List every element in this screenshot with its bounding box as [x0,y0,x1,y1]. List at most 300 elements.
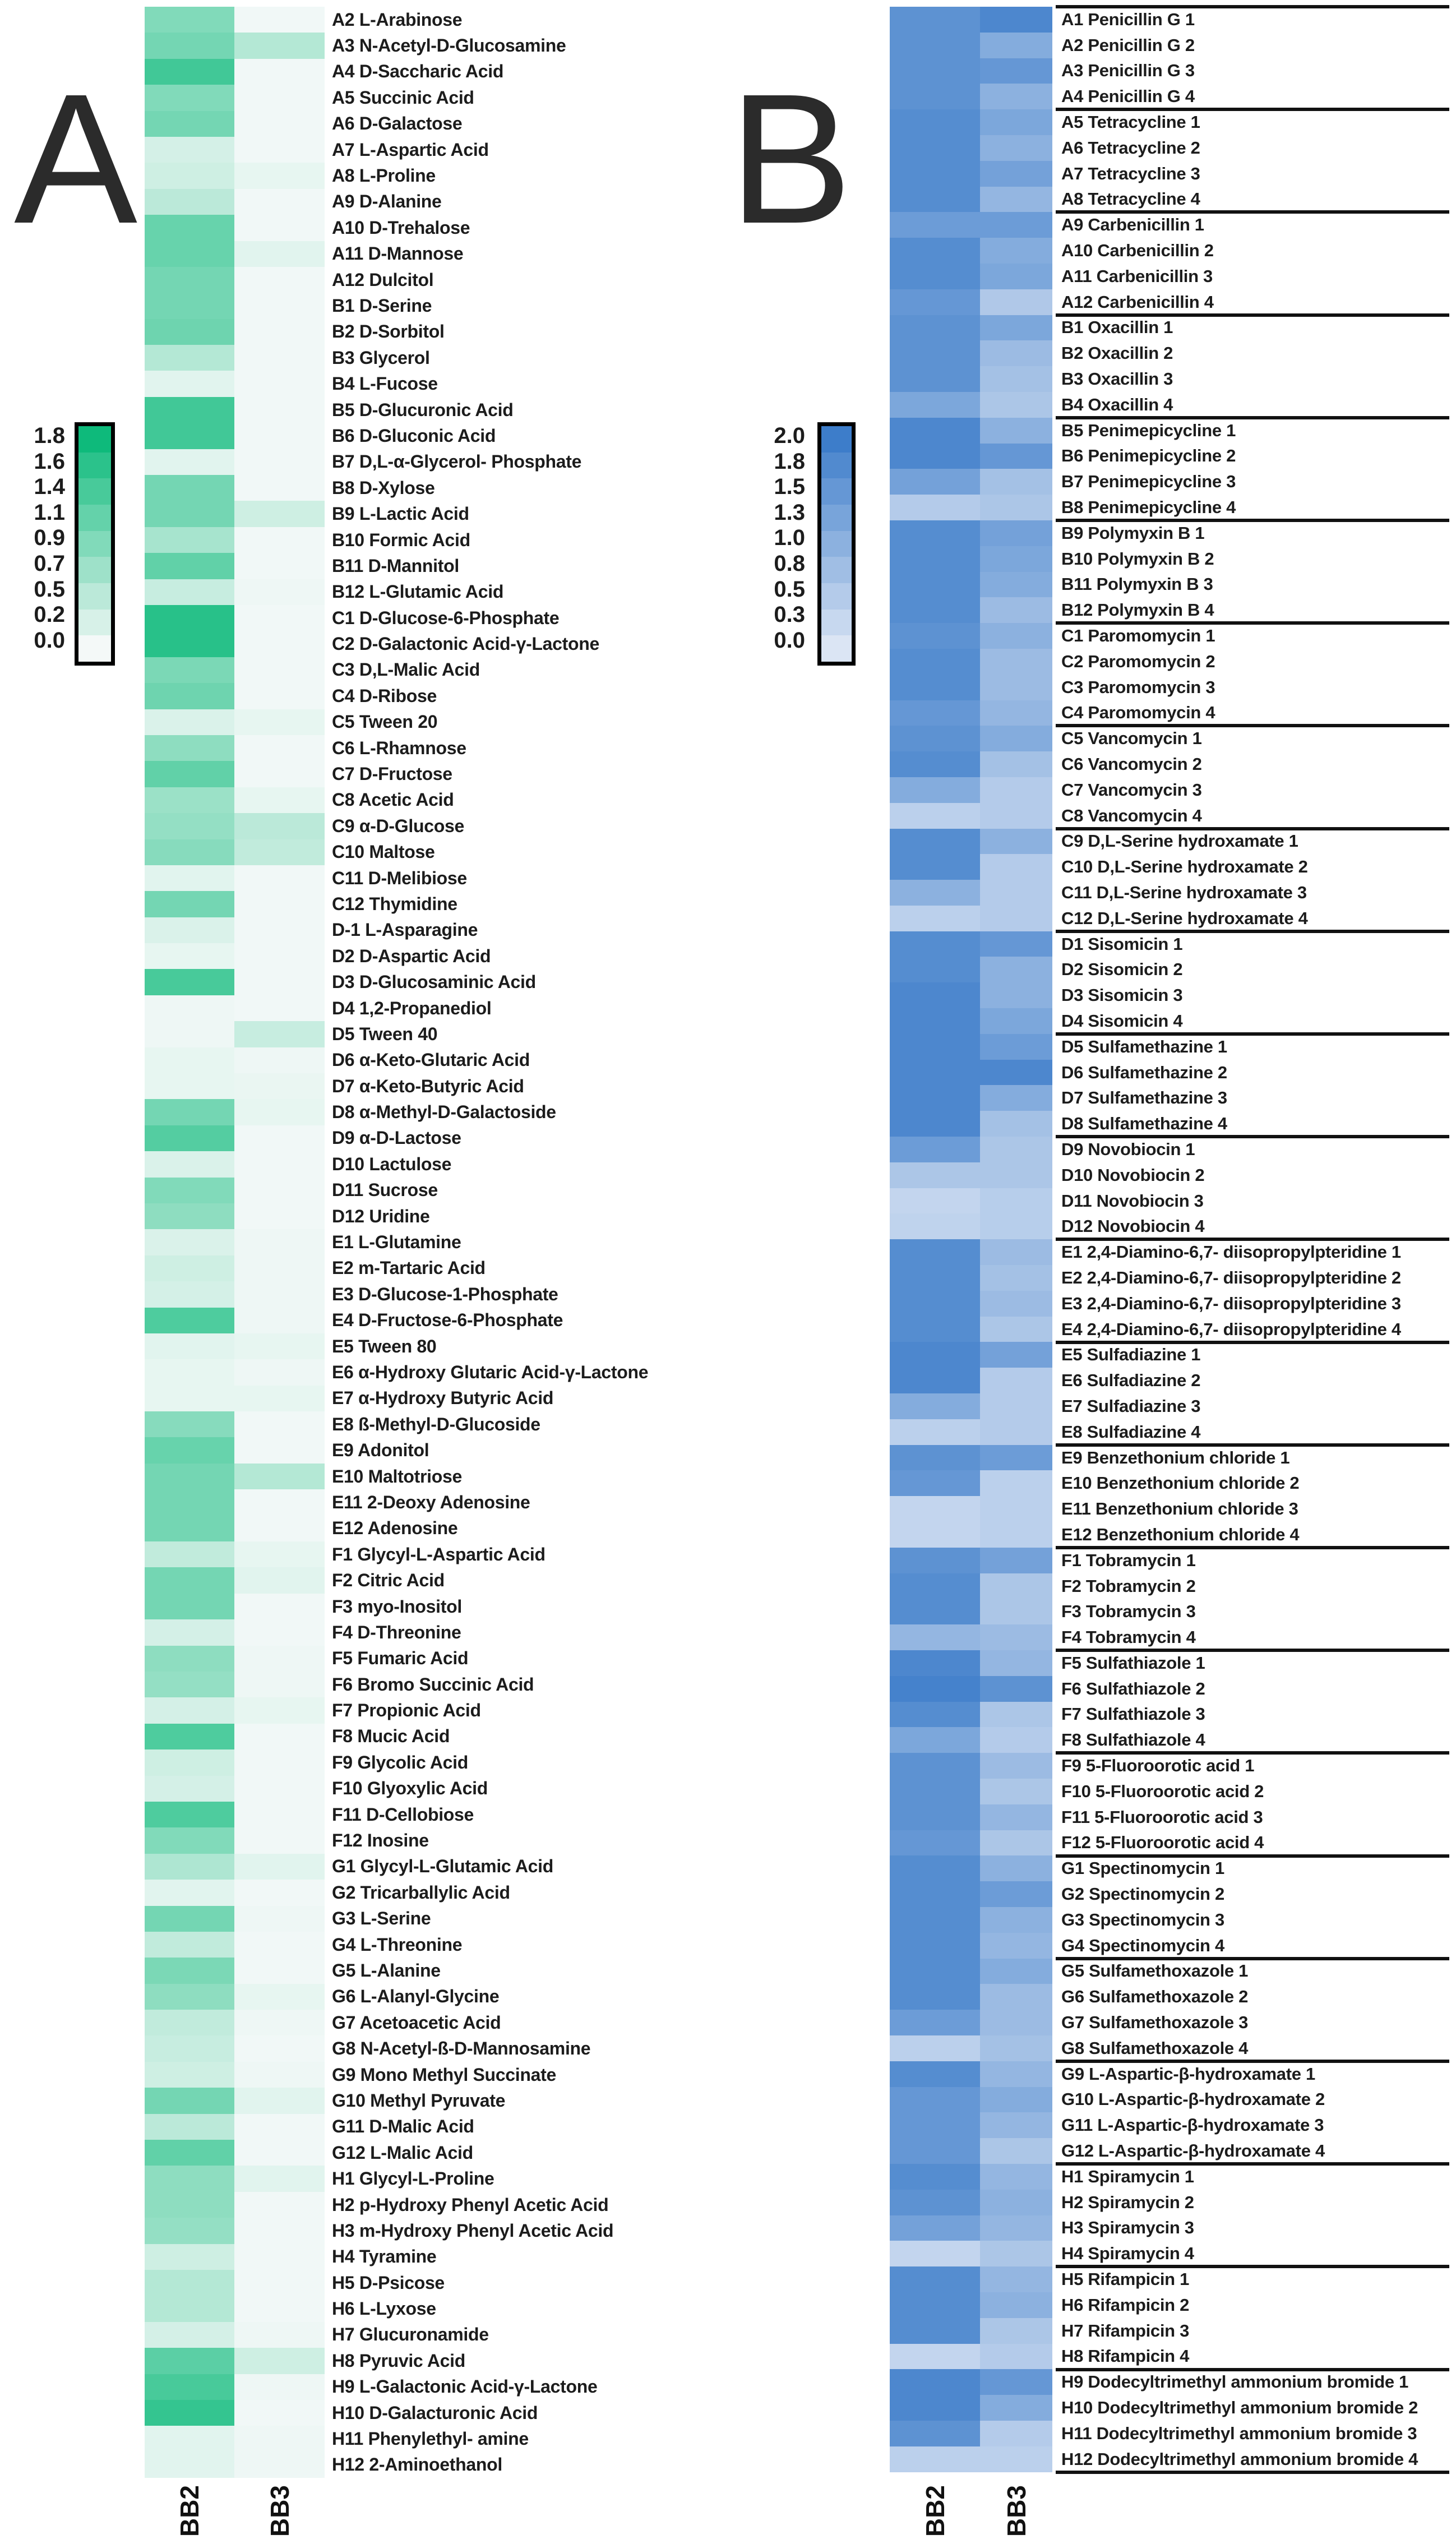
heatmap-cell [890,1239,980,1265]
row-label: E11 2-Deoxy Adenosine [332,1492,530,1512]
heatmap-cell [980,1548,1052,1573]
heatmap-cell [980,1753,1052,1779]
heatmap-cell [234,1802,325,1827]
heatmap-cell [890,1470,980,1496]
heatmap-cell [980,1342,1052,1368]
row-label: C3 Paromomycin 3 [1061,677,1215,697]
heatmap-cell [890,1496,980,1522]
heatmap-cell [234,1203,325,1229]
heatmap-cell [890,2395,980,2421]
row-label: C12 D,L-Serine hydroxamate 4 [1061,908,1308,928]
heatmap-cell [890,58,980,84]
heatmap-cell [980,2164,1052,2190]
heatmap-cell [890,109,980,135]
heatmap-cell [145,1541,234,1567]
colorbar-tick-label: 0.7 [34,551,65,576]
heatmap-cell [145,1619,234,1645]
heatmap-cell [890,1085,980,1111]
heatmap-cell [890,340,980,366]
heatmap-cell [145,2218,234,2243]
row-label: D1 Sisomicin 1 [1061,934,1183,954]
heatmap-cell [980,1265,1052,1291]
group-separator-line [1056,313,1449,317]
heatmap-cell [234,319,325,345]
heatmap-cell [145,1047,234,1073]
heatmap-cell [980,238,1052,264]
heatmap-cell [234,1724,325,1749]
column-label-bb3: BB3 [265,2485,294,2537]
row-label: F6 Bromo Succinic Acid [332,1674,534,1695]
heatmap-cell [890,2061,980,2087]
row-label: H1 Spiramycin 1 [1061,2166,1194,2186]
group-separator-line [1056,1238,1449,1241]
heatmap-cell [234,1308,325,1333]
colorbar-tick-label: 1.8 [774,449,805,474]
heatmap-cell [234,2035,325,2061]
heatmap-cell [980,1522,1052,1548]
heatmap-cell [234,1958,325,1983]
heatmap-cell [980,546,1052,572]
heatmap-cell [145,501,234,527]
row-label: E12 Benzethonium chloride 4 [1061,1524,1300,1544]
heatmap-cell [234,1776,325,1802]
heatmap-cell [145,1697,234,1723]
heatmap-cell [145,2035,234,2061]
row-label: E2 m-Tartaric Acid [332,1258,486,1278]
heatmap-cell [890,1162,980,1188]
heatmap-cell [890,854,980,880]
row-label: F11 D-Cellobiose [332,1804,474,1825]
heatmap-cell [145,2062,234,2088]
heatmap-cell [890,2241,980,2266]
row-label: E6 Sulfadiazine 2 [1061,1370,1201,1391]
heatmap-cell [145,2140,234,2166]
heatmap-cell [980,1008,1052,1034]
heatmap-cell [890,1419,980,1445]
heatmap-cell [890,289,980,315]
row-label: C4 D-Ribose [332,685,437,706]
heatmap-cell [145,1308,234,1333]
heatmap-cell [890,238,980,264]
row-label: B6 Penimepicycline 2 [1061,446,1236,466]
row-label: H10 D-Galacturonic Acid [332,2402,538,2423]
heatmap-cell [234,2192,325,2218]
heatmap-cell [145,735,234,761]
heatmap-cell [890,623,980,649]
heatmap-cell [234,527,325,553]
heatmap-cell [980,418,1052,444]
group-separator-line [1056,724,1449,727]
heatmap-cell [890,1188,980,1214]
row-label: D8 α-Methyl-D-Galactoside [332,1102,556,1123]
heatmap-cell [234,579,325,605]
row-label: G12 L-Aspartic-β-hydroxamate 4 [1061,2141,1325,2161]
row-label: E7 Sulfadiazine 3 [1061,1396,1201,1416]
heatmap-cell [145,475,234,501]
colorbar-band [78,426,111,453]
row-label: G2 Spectinomycin 2 [1061,1884,1224,1904]
colorbar-band [78,635,111,662]
row-label-list [332,7,702,2478]
row-label: A10 D-Trehalose [332,217,470,238]
heatmap-cell [890,1830,980,1856]
colorbar-band [821,453,852,479]
heatmap-cell [980,2421,1052,2446]
row-label: C7 Vancomycin 3 [1061,779,1202,800]
colorbar-tick-label: 0.3 [774,602,805,627]
heatmap-cell [980,315,1052,341]
row-label: A8 Tetracycline 4 [1061,189,1200,209]
heatmap-cell [890,2112,980,2138]
row-label: A9 Carbenicillin 1 [1061,215,1204,235]
heatmap-cell [890,1291,980,1317]
row-label: F2 Citric Acid [332,1570,445,1591]
row-label: B12 L-Glutamic Acid [332,581,504,602]
group-separator-line [1056,416,1449,419]
heatmap-cell [890,1034,980,1060]
group-separator-line [1056,1546,1449,1549]
heatmap-cell [980,1959,1052,1984]
heatmap-cell [145,2166,234,2191]
colorbar [75,422,115,666]
row-label: D10 Lactulose [332,1153,452,1174]
heatmap-cell [980,1162,1052,1188]
row-label: H4 Spiramycin 4 [1061,2243,1194,2264]
row-label: D5 Tween 40 [332,1023,438,1044]
heatmap-cell [980,777,1052,803]
heatmap-cell [234,1411,325,1437]
colorbar-band [78,531,111,557]
heatmap-cell [145,657,234,683]
row-label: H4 Tyramine [332,2246,437,2267]
row-label: F7 Propionic Acid [332,1700,481,1721]
heatmap-cell [234,1489,325,1515]
heatmap-cell [145,1021,234,1047]
row-label: E1 2,4-Diamino-6,7- diisopropylpteridine 1 [1061,1242,1401,1262]
row-label: B11 Polymyxin B 3 [1061,574,1213,594]
heatmap-cell [980,444,1052,469]
row-label: D6 Sulfamethazine 2 [1061,1062,1227,1082]
heatmap-cell [980,1239,1052,1265]
heatmap-cell [145,839,234,865]
heatmap-cell [234,59,325,85]
row-label: G1 Spectinomycin 1 [1061,1858,1224,1878]
heatmap-cell [890,212,980,238]
heatmap-cell [980,854,1052,880]
row-label: C2 D-Galactonic Acid-γ-Lactone [332,634,600,654]
heatmap-cell [234,1255,325,1281]
heatmap-cell [145,1281,234,1307]
heatmap-cell [145,1880,234,1905]
heatmap-cell [980,1060,1052,1086]
heatmap-cell [890,1317,980,1342]
row-label: F5 Fumaric Acid [332,1648,469,1669]
heatmap-cell [234,1333,325,1359]
row-label: C9 α-D-Glucose [332,815,464,836]
heatmap-cell [980,161,1052,187]
colorbar-tick-label: 0.8 [774,551,805,576]
heatmap-cell [145,1854,234,1880]
row-label: B2 Oxacillin 2 [1061,343,1173,363]
heatmap-cell [145,2348,234,2374]
colorbar-tick-label: 1.8 [34,423,65,448]
heatmap-cell [234,683,325,709]
row-label: E11 Benzethonium chloride 3 [1061,1499,1298,1519]
heatmap-cell [234,2140,325,2166]
heatmap-cell [980,520,1052,546]
heatmap-cell [980,1702,1052,1728]
heatmap-cell [234,1281,325,1307]
row-label: D4 Sisomicin 4 [1061,1010,1183,1031]
heatmap-cell [145,111,234,137]
heatmap-cell [980,2112,1052,2138]
row-label: D7 Sulfamethazine 3 [1061,1088,1227,1108]
colorbar-band [821,478,852,505]
heatmap-cell [890,1855,980,1881]
heatmap-cell [145,267,234,293]
row-label: F4 Tobramycin 4 [1061,1627,1196,1647]
heatmap-cell [980,1085,1052,1111]
row-label: D9 Novobiocin 1 [1061,1139,1195,1159]
heatmap-cell [890,33,980,58]
heatmap-cell [145,631,234,657]
heatmap-cell [145,2374,234,2400]
heatmap-cell [890,2266,980,2292]
heatmap-cell [890,264,980,289]
heatmap-cell [145,761,234,787]
heatmap-cell [145,891,234,917]
row-label: F11 5-Fluoroorotic acid 3 [1061,1807,1263,1827]
colorbar [817,422,856,666]
colorbar-band [821,505,852,531]
row-label: F8 Mucic Acid [332,1726,450,1747]
group-separator-line [1056,5,1449,8]
heatmap-cell [234,1854,325,1880]
heatmap-cell [145,397,234,423]
row-label: B5 Penimepicycline 1 [1061,420,1236,440]
row-label: B1 Oxacillin 1 [1061,317,1173,338]
heatmap-cell [980,931,1052,957]
heatmap-cell [890,7,980,33]
heatmap-cell [980,1624,1052,1650]
row-label: C4 Paromomycin 4 [1061,703,1215,723]
heatmap-cell [890,1727,980,1753]
row-label: A2 L-Arabinose [332,9,463,30]
heatmap-cell [890,2421,980,2446]
heatmap-cell [234,189,325,215]
colorbar-tick-label: 1.6 [34,449,65,474]
row-label: H6 L-Lyxose [332,2298,436,2319]
heatmap-cell [145,1749,234,1775]
heatmap-cell [980,1496,1052,1522]
heatmap-cell [234,85,325,110]
colorbar-tick-label: 1.0 [774,525,805,551]
heatmap-cell [145,709,234,735]
heatmap-cell [145,579,234,605]
heatmap-cell [234,1749,325,1775]
heatmap-cell [890,906,980,931]
heatmap-cell [234,2218,325,2243]
heatmap-cell [145,1178,234,1203]
heatmap-cell [980,700,1052,726]
row-label: H12 2-Aminoethanol [332,2454,502,2475]
heatmap-cell [980,109,1052,135]
row-label: B8 Penimepicycline 4 [1061,497,1236,518]
row-label: E12 Adenosine [332,1518,458,1539]
heatmap-cell [234,1697,325,1723]
heatmap-cell [145,813,234,839]
heatmap-cell [234,1984,325,2010]
heatmap-cell [980,392,1052,418]
row-label: A8 L-Proline [332,165,436,186]
row-label: E8 Sulfadiazine 4 [1061,1421,1201,1442]
heatmap-cell [890,1522,980,1548]
heatmap-cell [234,1619,325,1645]
heatmap-cell [234,1229,325,1255]
heatmap-cell [234,1541,325,1567]
heatmap-cell [145,1125,234,1151]
heatmap-cell [145,1984,234,2010]
group-separator-line [1056,930,1449,933]
row-label: H9 Dodecyltrimethyl ammonium bromide 1 [1061,2372,1409,2392]
row-label: F3 myo-Inositol [332,1596,462,1617]
row-label: F12 Inosine [332,1830,429,1851]
row-label: C6 Vancomycin 2 [1061,754,1202,774]
row-label: A7 Tetracycline 3 [1061,163,1200,183]
heatmap-cell [980,340,1052,366]
row-label: A4 D-Saccharic Acid [332,61,504,82]
heatmap-cell [890,1753,980,1779]
colorbar-tick-label: 0.0 [774,627,805,653]
heatmap-cell [890,1445,980,1471]
heatmap-cell [980,1419,1052,1445]
heatmap-cell [980,1317,1052,1342]
heatmap-cell [980,2035,1052,2061]
heatmap-cell [234,605,325,631]
row-label: G12 L-Malic Acid [332,2142,473,2163]
group-separator-line [1056,2060,1449,2063]
heatmap-cell [234,709,325,735]
heatmap-cell [234,2348,325,2374]
heatmap-cell [234,1827,325,1853]
colorbar-tick-label: 1.1 [34,500,65,525]
colorbar-band [78,505,111,531]
row-label: B3 Glycerol [332,347,430,368]
row-label: G6 L-Alanyl-Glycine [332,1986,500,2007]
heatmap-cell [234,1151,325,1177]
heatmap-cell [890,1548,980,1573]
row-label: C9 D,L-Serine hydroxamate 1 [1061,831,1298,851]
row-label: A6 D-Galactose [332,113,463,134]
row-label: B9 Polymyxin B 1 [1061,523,1205,543]
colorbar-band [78,453,111,479]
heatmap-cell [890,366,980,392]
heatmap-cell [234,2452,325,2478]
heatmap-cell [234,1516,325,1541]
heatmap-cell [234,1437,325,1463]
row-label: E9 Adonitol [332,1440,429,1461]
heatmap-column-bb2 [890,7,980,2472]
colorbar-tick-label: 0.0 [34,627,65,653]
row-label: F1 Glycyl-L-Aspartic Acid [332,1544,546,1564]
row-label: A3 Penicillin G 3 [1061,61,1195,81]
row-label: G8 Sulfamethoxazole 4 [1061,2038,1249,2058]
heatmap-cell [980,2395,1052,2421]
heatmap-cell [980,2241,1052,2266]
row-label: H8 Pyruvic Acid [332,2350,465,2371]
row-label: D10 Novobiocin 2 [1061,1165,1205,1185]
row-label: D9 α-D-Lactose [332,1128,461,1148]
row-label: C1 D-Glucose-6-Phosphate [332,607,560,628]
heatmap-cell [145,1489,234,1515]
row-label: G11 D-Malic Acid [332,2116,474,2137]
group-separator-line [1056,1032,1449,1036]
heatmap-cell [145,1646,234,1672]
group-separator-line [1056,1649,1449,1652]
heatmap-cell [234,2400,325,2426]
heatmap-cell [980,957,1052,982]
heatmap-cell [890,829,980,855]
heatmap-cell [980,2266,1052,2292]
heatmap-cell [145,2192,234,2218]
heatmap-cell [145,605,234,631]
row-label: D4 1,2-Propanediol [332,998,492,1018]
row-label: B7 Penimepicycline 3 [1061,472,1236,492]
row-label: G10 L-Aspartic-β-hydroxamate 2 [1061,2089,1325,2109]
heatmap-cell [234,995,325,1021]
heatmap-cell [890,1060,980,1086]
row-label: G5 L-Alanine [332,1960,441,1981]
heatmap-cell [980,1445,1052,1471]
row-label: D-1 L-Asparagine [332,920,478,940]
heatmap-cell [980,1984,1052,2010]
row-label: C6 L-Rhamnose [332,737,466,758]
heatmap-cell [234,1047,325,1073]
row-label: D2 D-Aspartic Acid [332,945,491,966]
colorbar-tick-label: 2.0 [774,423,805,448]
heatmap-cell [980,2087,1052,2113]
heatmap-column-bb3 [980,7,1052,2472]
colorbar-tick-label: 1.5 [774,474,805,500]
row-label: H12 Dodecyltrimethyl ammonium bromide 4 [1061,2449,1418,2469]
heatmap-cell [980,906,1052,931]
row-label: G2 Tricarballylic Acid [332,1882,510,1903]
panel-b-letter: B [729,55,853,262]
row-label: E3 2,4-Diamino-6,7- diisopropylpteridine 3 [1061,1293,1401,1313]
heatmap-cell [234,1880,325,1905]
row-label: E9 Benzethonium chloride 1 [1061,1447,1290,1467]
heatmap-cell [980,84,1052,109]
column-label-bb2: BB2 [920,2485,950,2537]
heatmap-cell [980,1213,1052,1239]
row-label: B7 D,L-α-Glycerol- Phosphate [332,451,582,472]
heatmap-cell [145,189,234,215]
row-label: A2 Penicillin G 2 [1061,35,1195,55]
row-label: C2 Paromomycin 2 [1061,651,1215,671]
heatmap-cell [890,315,980,341]
heatmap-cell [234,2296,325,2321]
heatmap-cell [145,1516,234,1541]
heatmap-cell [980,623,1052,649]
colorbar-band [78,478,111,505]
heatmap-cell [234,111,325,137]
row-label: F1 Tobramycin 1 [1061,1550,1196,1570]
heatmap-cell [234,7,325,33]
heatmap-cell [980,1470,1052,1496]
heatmap-cell [890,1213,980,1239]
heatmap-cell [980,1599,1052,1624]
row-label: G5 Sulfamethoxazole 1 [1061,1961,1249,1981]
